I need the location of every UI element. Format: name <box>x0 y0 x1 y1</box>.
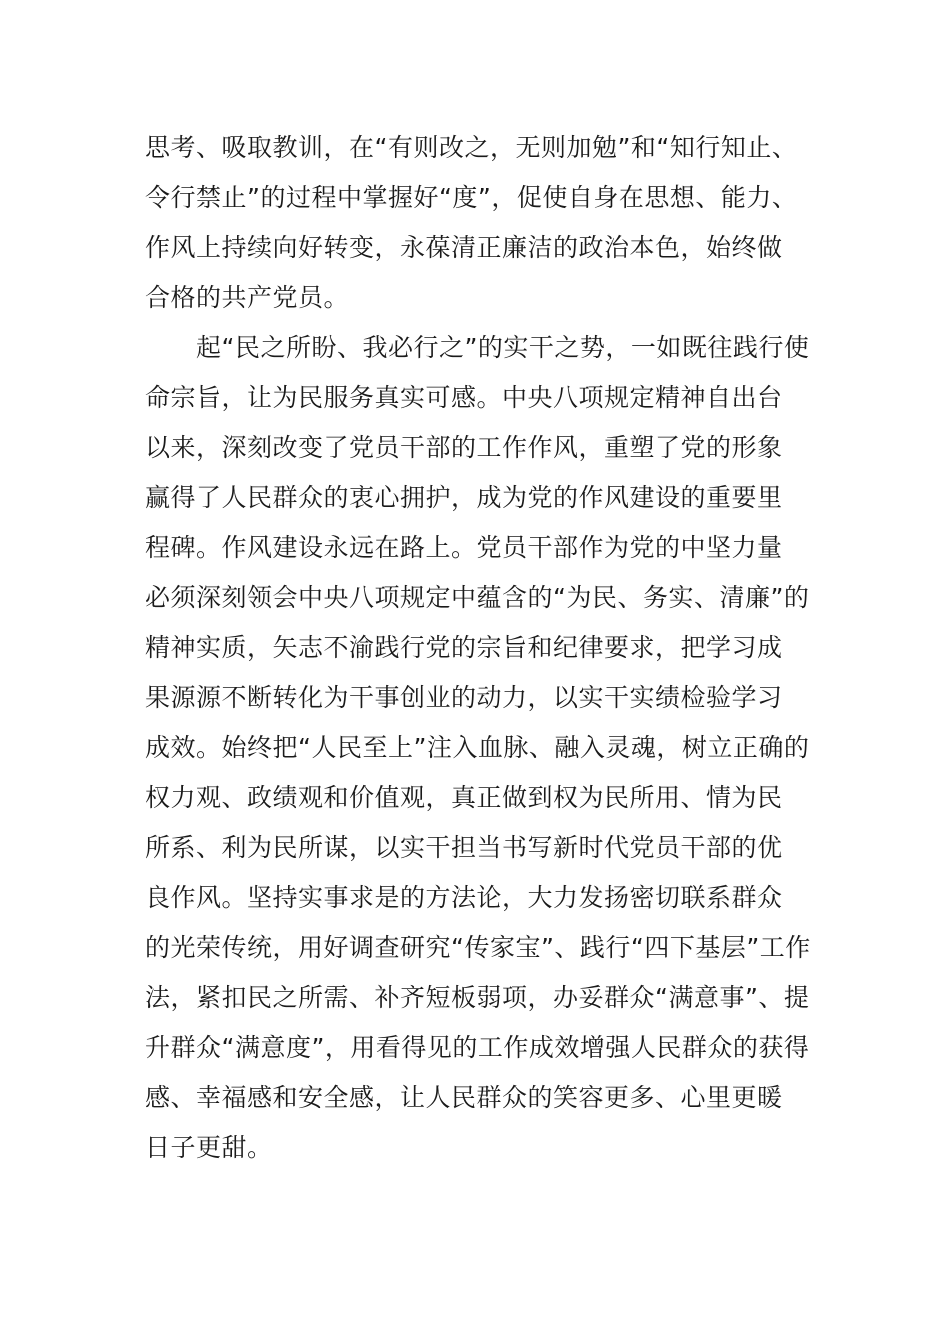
text-line: 法，紧扣民之所需、补齐短板弱项，办妥群众“满意事”、提 <box>145 983 810 1012</box>
text-line: 赢得了人民群众的衷心拥护，成为党的作风建设的重要里 <box>145 483 783 512</box>
text-line: 程碑。作风建设永远在路上。党员干部作为党的中坚力量 <box>145 533 783 562</box>
text-line: 良作风。坚持实事求是的方法论，大力发扬密切联系群众 <box>145 883 783 912</box>
text-line: 思考、吸取教训，在“有则改之，无则加勉”和“知行知止、 <box>145 133 798 162</box>
text-line: 命宗旨，让为民服务真实可感。中央八项规定精神自出台 <box>145 383 783 412</box>
text-line: 的光荣传统，用好调查研究“传家宝”、践行“四下基层”工作 <box>145 933 811 962</box>
text-line: 日子更甜。 <box>145 1133 273 1162</box>
text-line: 起“民之所盼、我必行之”的实干之势，一如既往践行使 <box>145 333 810 362</box>
text-line: 升群众“满意度”，用看得见的工作成效增强人民群众的获得 <box>145 1033 810 1062</box>
text-line: 作风上持续向好转变，永葆清正廉洁的政治本色，始终做 <box>145 233 783 262</box>
text-line: 必须深刻领会中央八项规定中蕴含的“为民、务实、清廉”的 <box>145 583 810 612</box>
body-text <box>145 123 810 1173</box>
text-line: 感、幸福感和安全感，让人民群众的笑容更多、心里更暖 <box>145 1083 783 1112</box>
text-line: 以来，深刻改变了党员干部的工作作风，重塑了党的形象 <box>145 433 783 462</box>
text-line: 果源源不断转化为干事创业的动力，以实干实绩检验学习 <box>145 683 783 712</box>
text-line: 令行禁止”的过程中掌握好“度”，促使自身在思想、能力、 <box>145 183 798 212</box>
text-line: 精神实质，矢志不渝践行党的宗旨和纪律要求，把学习成 <box>145 633 783 662</box>
text-line: 成效。始终把“人民至上”注入血脉、融入灵魂，树立正确的 <box>145 733 810 762</box>
text-line: 所系、利为民所谋，以实干担当书写新时代党员干部的优 <box>145 833 783 862</box>
text-line: 合格的共产党员。 <box>145 283 350 312</box>
text-line: 权力观、政绩观和价值观，真正做到权为民所用、情为民 <box>145 783 783 812</box>
